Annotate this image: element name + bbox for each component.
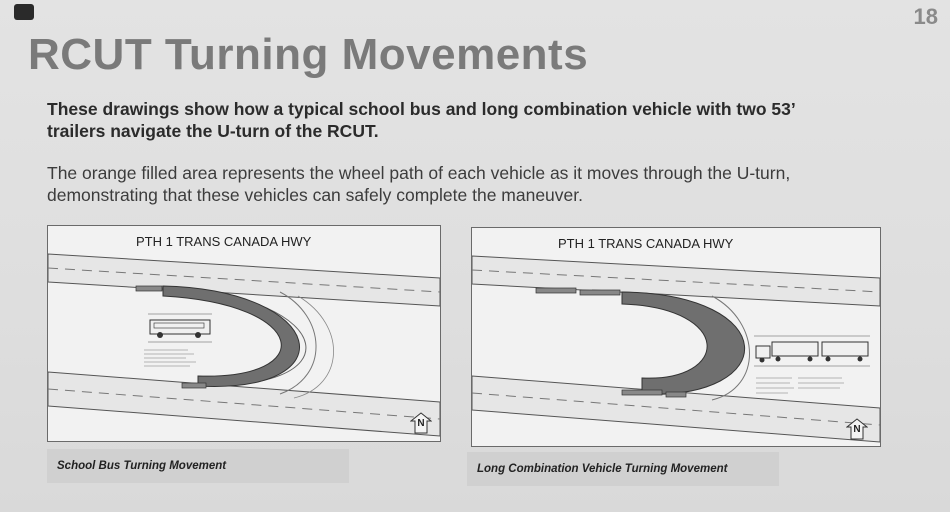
school-bus-diagram <box>47 225 441 442</box>
binder-clip <box>14 4 34 20</box>
school-bus-drawing <box>48 226 440 441</box>
body-paragraph: The orange filled area represents the wheel path of each vehicle as it moves through the U-turn, demonstrating that these vehicles can safely complete the maneuver. <box>47 163 791 205</box>
long-combination-vehicle-drawing <box>472 228 880 446</box>
north-arrow-icon <box>846 418 868 440</box>
long-combination-vehicle-diagram <box>471 227 881 447</box>
north-label: N <box>853 424 861 435</box>
page-title: RCUT Turning Movements <box>28 30 589 79</box>
school-bus-caption: School Bus Turning Movement <box>47 449 349 483</box>
highway-label: PTH 1 TRANS CANADA HWY <box>136 234 312 249</box>
lead-paragraph: These drawings show how a typical school bus and long combination vehicle with two 53’ trailers navigate the U-turn of the RCUT. <box>47 99 795 141</box>
highway-label: PTH 1 TRANS CANADA HWY <box>558 236 734 251</box>
page-number: 18 <box>913 4 938 29</box>
long-combination-vehicle-caption: Long Combination Vehicle Turning Movement <box>467 452 779 486</box>
north-arrow-icon <box>410 412 432 434</box>
north-label: N <box>417 418 425 429</box>
